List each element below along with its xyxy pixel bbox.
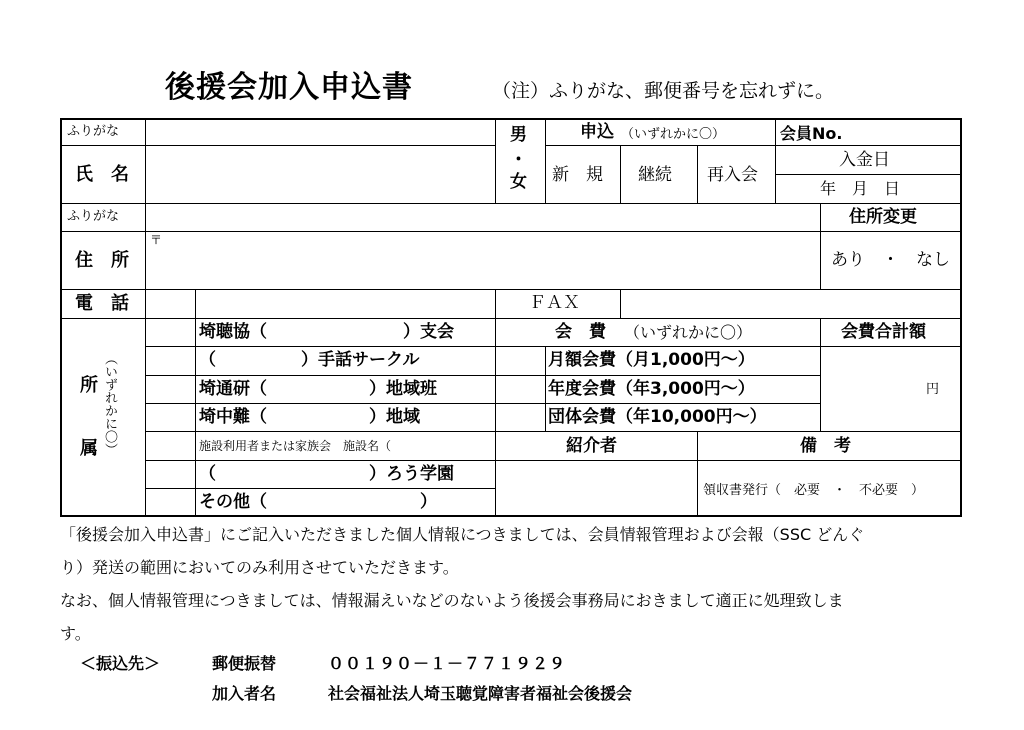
holder-label: 加入者名 <box>212 684 277 703</box>
apply-note: （いずれかに〇） <box>621 127 726 142</box>
col-line <box>195 289 196 516</box>
member-no-field[interactable] <box>850 120 958 145</box>
apply-continue[interactable]: 継続 <box>638 165 672 185</box>
col-line <box>775 118 776 203</box>
fee-note: （いずれかに〇） <box>624 323 753 342</box>
col-line <box>697 431 698 516</box>
row-line <box>145 346 961 347</box>
gender-male[interactable]: 男 <box>510 125 527 145</box>
col-line <box>820 318 821 432</box>
address-change-options[interactable]: あり ・ なし <box>831 250 950 270</box>
affiliation-option[interactable]: （ ）手話サークル <box>199 350 420 370</box>
postal-account-number: ００１９０－１－７７１９２９ <box>328 654 567 673</box>
yen-unit: 円 <box>926 382 940 397</box>
affiliation-option[interactable]: 埼中難（ ）地域 <box>199 407 420 427</box>
affiliation-option[interactable]: その他（ ） <box>199 492 437 512</box>
holder-name: 社会福祉法人埼玉聴覚障害者福祉会後援会 <box>328 684 633 703</box>
payment-date-field[interactable]: 年 月 日 <box>820 179 901 198</box>
address-change-label: 住所変更 <box>849 207 917 227</box>
fee-label: 会 費 <box>555 322 606 342</box>
address-furigana-label: ふりがな <box>67 209 120 224</box>
introducer-field[interactable] <box>497 462 696 515</box>
col-line <box>145 118 146 516</box>
fee-total-label: 会費合計額 <box>841 322 926 342</box>
affiliation-option[interactable]: （ ）ろう学園 <box>199 464 454 484</box>
privacy-line: 「後援会加入申込書」にご記入いただきました個人情報につきましては、会員情報管理および会報（SSC どんぐ <box>60 525 865 544</box>
apply-label: 申込 <box>580 122 614 142</box>
col-line <box>545 118 546 203</box>
col-line <box>620 289 621 318</box>
payment-date-label: 入金日 <box>839 150 890 170</box>
row-line <box>775 174 961 175</box>
transfer-label: ＜振込先＞ <box>80 654 161 673</box>
row-line <box>775 145 961 146</box>
gender-female[interactable]: 女 <box>510 172 527 192</box>
fee-option-monthly[interactable]: 月額会費（月1,000円～） <box>548 350 755 370</box>
row-line <box>145 460 961 461</box>
apply-new[interactable]: 新 規 <box>552 165 603 185</box>
fee-total-field[interactable] <box>822 348 922 431</box>
fax-field[interactable] <box>622 291 959 318</box>
fee-option-yearly[interactable]: 年度会費（年3,000円～） <box>548 379 755 399</box>
receipt-option[interactable]: 領収書発行（ 必要 ・ 不必要 ） <box>703 483 925 498</box>
postal-transfer-label: 郵便振替 <box>212 654 277 673</box>
row-line <box>60 145 495 146</box>
affiliation-label-top: 所 <box>80 375 98 396</box>
col-line <box>620 145 621 203</box>
phone-label: 電 話 <box>75 293 129 314</box>
affiliation-note: （いずれかに〇） <box>102 352 117 456</box>
privacy-line: なお、個人情報管理につきましては、情報漏えいなどのないよう後援会事務局におきまして適正に処理致しま <box>60 591 844 610</box>
row-line <box>60 231 961 232</box>
row-line <box>545 145 775 146</box>
row-line <box>145 375 820 376</box>
name-furigana-field[interactable] <box>147 120 494 145</box>
postal-mark: 〒 <box>150 233 163 247</box>
page-title: 後援会加入申込書 <box>165 70 413 105</box>
address-furigana-field[interactable] <box>147 205 819 230</box>
col-line <box>495 118 496 203</box>
col-line <box>495 289 496 516</box>
introducer-label: 紹介者 <box>566 436 617 456</box>
fee-option-group[interactable]: 団体会費（年10,000円～） <box>548 407 767 427</box>
gender-dot: ・ <box>510 150 527 170</box>
fax-label: ＦＡＸ <box>529 293 580 313</box>
header-note: （注）ふりがな、郵便番号を忘れずに。 <box>492 80 835 102</box>
privacy-line: り）発送の範囲においてのみ利用させていただきます。 <box>60 558 459 577</box>
affiliation-option[interactable]: 施設利用者または家族会 施設名（ <box>199 439 392 453</box>
remarks-label: 備 考 <box>800 436 851 456</box>
member-no-label: 会員No. <box>780 124 843 143</box>
row-line <box>145 403 820 404</box>
privacy-line: す。 <box>60 624 91 643</box>
address-field[interactable] <box>147 233 819 289</box>
affiliation-option[interactable]: 埼通研（ ）地域班 <box>199 379 437 399</box>
col-line <box>545 346 546 432</box>
affiliation-option[interactable]: 埼聴協（ ）支会 <box>199 322 454 342</box>
apply-rejoin[interactable]: 再入会 <box>707 165 758 185</box>
furigana-label: ふりがな <box>67 124 120 139</box>
name-field[interactable] <box>147 147 494 203</box>
row-line <box>145 488 495 489</box>
row-line <box>60 203 961 204</box>
name-label: 氏 名 <box>75 164 129 185</box>
address-label: 住 所 <box>75 250 129 271</box>
col-line <box>697 145 698 203</box>
affiliation-label-bottom: 属 <box>80 438 98 459</box>
col-line <box>820 203 821 290</box>
row-line <box>145 431 961 432</box>
phone-field[interactable] <box>197 291 494 318</box>
